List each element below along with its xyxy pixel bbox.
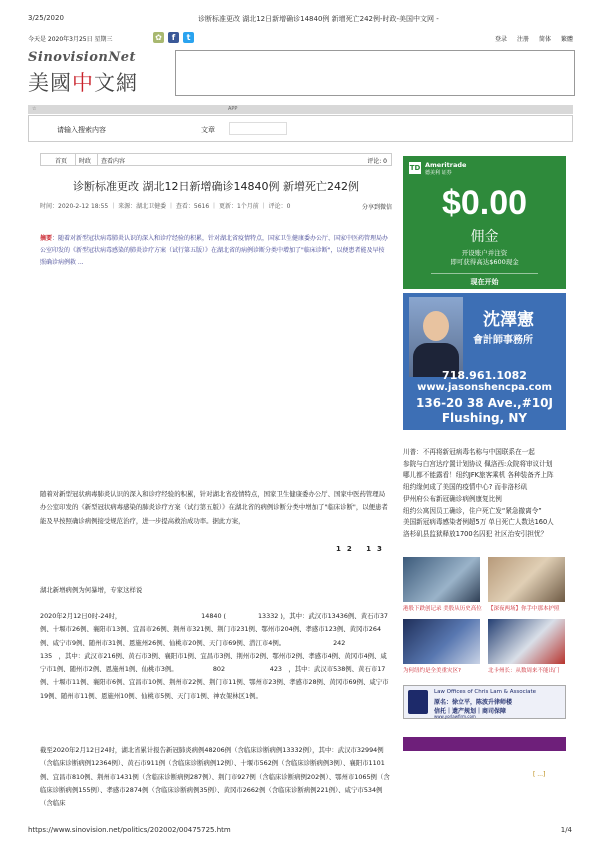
td-cta-button[interactable]: 现在开始 xyxy=(431,273,538,287)
cpa-address: 136-20 38 Ave.,#10J xyxy=(416,396,553,410)
nav-star[interactable]: ☆ xyxy=(32,106,37,112)
thumb-caption-4[interactable]: 北卡州长：从数周来不能出门 xyxy=(488,668,560,674)
today-date: 今天是 2020年3月25日 星期三 xyxy=(28,36,113,43)
breadcrumb-current: 查看内容 xyxy=(101,158,126,165)
wechat-icon[interactable]: ✿ xyxy=(153,32,164,43)
article-paragraph-2: 湖北新增病例为何暴增，专家这样说 xyxy=(40,586,143,594)
search-type-select[interactable] xyxy=(229,122,287,135)
abstract-label: 摘要 xyxy=(40,235,53,242)
purple-ad-bar[interactable] xyxy=(403,737,566,751)
cpa-firm: 會計師事務所 xyxy=(473,335,533,346)
list-item[interactable]: 纽约公寓因员工确诊，住户死亡发“紧急撤离令” xyxy=(403,506,542,515)
breadcrumb-home[interactable]: 首页 xyxy=(55,158,68,165)
footer-page-number: 1/4 xyxy=(560,826,572,834)
article-meta xyxy=(40,201,392,210)
article-paragraph-3: 2020年2月12日0时-24时， 14840 ( 13332 )，其中：武汉市13436例、黄石市37例、十堰市26例、襄阳市13例、宜昌市26例、荆州市321例、荆门市231例、鄂州市204例、孝感市123例、黄冈市264例、咸宁市9例、随州市31例、恩施州26例、仙桃市20例、天门市69例、潜江市4例。 242 135 ，其中：武汉市216例、黄石市3例、襄阳市1例、宜昌市3例、荆州市2例、鄂州市2例、孝感市4例、黄冈市4例、咸宁市1例、随州市2例、恩施州1例、仙桃市3例。 802 423 ，其中：武汉市538例、黄石市17例、十堰市11例、襄阳市6例、宜昌市10例、荆州市22例、荆门市11例、鄂州市23例、孝感市28例、黄冈市69例、咸宁市19例、随州市11例、恩施州10例、仙桃市5例、天门市1例、神农架林区1例。 xyxy=(40,612,397,700)
comment-count[interactable]: 评论: 0 xyxy=(367,158,387,165)
td-fee: 佣金 xyxy=(470,229,499,245)
article-paragraph-1: 随着对新型冠状病毒肺炎认识的深入和诊疗经验的积累，针对湖北省疫情特点，国家卫生健康委办公厅、国家中医药管理局办公室印发的《新型冠状病毒感染的肺炎诊疗方案（试行第五版）》在湖北省的病例诊断分类中增加了"临床诊断"，以便患者能及早按照确诊病例接受规范治疗，进一步提高救治成功率。据此方案， xyxy=(40,490,388,525)
article-paragraph-4: 截至2020年2月12日24时，湖北省累计报告新冠肺炎病例48206例（含临床诊断病例13332例），其中：武汉市32994例（含临床诊断病例12364例）、黄石市911例（含临床诊断病例12例）、十堰市562例（含临床诊断病例3例）、襄阳市1101例、宜昌市810例、荆州市1431例（含临床诊断病例287例）、荆门市927例（含临床诊断病例202例）、鄂州市1065例（含临床诊断病例155例）、孝感市2874例（含临床诊断病例35例）、黄冈市2662例（含临床诊断病例221例）、咸宁市534例（含临床 xyxy=(40,746,390,808)
social-icons xyxy=(153,32,194,43)
logo-english: SinovisionNet xyxy=(28,50,136,65)
account-links xyxy=(495,34,573,43)
more-link[interactable]: [ ...] xyxy=(533,771,546,778)
article-meta-text: 时间：2020-2-12 18:55 ｜ 来源：湖北卫健委 ｜ 查看：5616 ｜ 更新：1个月前 ｜ 评论：0 xyxy=(40,203,291,210)
logo-chinese: 美國中文網 xyxy=(28,71,138,95)
td-brand: Ameritrade xyxy=(425,161,467,169)
page-title: 诊断标准更改 湖北12日新增确诊14840例 新增死亡242例 xyxy=(73,180,359,193)
law-firm-ad[interactable] xyxy=(403,685,566,719)
breadcrumb xyxy=(40,153,392,166)
cpa-website: www.jasonshencpa.com xyxy=(417,382,552,393)
banner-ad[interactable] xyxy=(175,50,575,96)
footer-url: https://www.sinovision.net/politics/202002/00475725.htm xyxy=(28,826,231,834)
print-title: 诊断标准更改 湖北12日新增确诊14840例 新增死亡242例-时政-美国中文网 - xyxy=(198,15,439,23)
td-brand-cn: 德美利 证券 xyxy=(425,170,452,176)
law-firm-website: www.yorlawfirm.com xyxy=(434,714,476,719)
list-item[interactable]: 哪儿都不能露看！纽约JFK旅客乘机 各种装备齐上阵 xyxy=(403,471,554,480)
list-item[interactable]: 川普：不再将新冠病毒名称与中国联系在一起 xyxy=(403,448,535,456)
search-bar xyxy=(28,115,573,142)
thumb-image-3[interactable] xyxy=(403,619,480,664)
breadcrumb-politics[interactable]: 时政 xyxy=(79,158,92,165)
law-firm-services: 信托｜遗产规划｜商司保障 xyxy=(434,708,507,715)
list-item[interactable]: 美国新冠病毒感染者例超5万 单日死亡人数达160人 xyxy=(403,518,554,527)
nav-strip xyxy=(28,105,573,114)
list-item[interactable]: 伊州府公布新冠确诊病例康复比例 xyxy=(403,494,502,503)
list-item[interactable]: 参院与白宫达疗置计划协议 佩洛西:众院将审议计划 xyxy=(403,459,553,468)
law-firm-logo-icon xyxy=(408,690,428,714)
list-item[interactable]: 洛杉矶县监狱释放1700名囚犯 社区治安引担忧？ xyxy=(403,529,548,538)
sidebar-news-list xyxy=(403,447,566,541)
td-line2: 即可获得高达$600现金 xyxy=(450,258,519,266)
login-link[interactable]: 登录 xyxy=(494,36,507,43)
thumb-caption-1[interactable]: 港股下跌创记录 美股从历史高位 xyxy=(403,606,482,612)
td-line1: 开设账户并注资 xyxy=(461,249,508,257)
search-input[interactable]: 请输入搜索内容 xyxy=(57,126,106,134)
nav-app[interactable]: APP xyxy=(228,106,238,112)
cpa-phone: 718.961.1082 xyxy=(442,369,527,382)
print-date: 3/25/2020 xyxy=(28,14,64,22)
cpa-city: Flushing, NY xyxy=(441,411,528,425)
cpa-name: 沈澤憲 xyxy=(483,310,534,330)
twitter-icon[interactable]: t xyxy=(183,32,194,43)
thumb-caption-2[interactable]: 【深夜两场】你手中那本护照 xyxy=(488,606,560,612)
facebook-icon[interactable]: f xyxy=(168,32,179,43)
simplified-link[interactable]: 简体 xyxy=(538,36,551,43)
top-bar xyxy=(28,33,573,45)
cpa-ad[interactable] xyxy=(403,293,566,430)
law-firm-name-en: Law Offices of Chris Lam & Associate xyxy=(434,689,537,695)
td-logo-icon: TD xyxy=(409,164,421,172)
thumb-image-2[interactable] xyxy=(488,557,565,602)
share-wechat-button[interactable]: 分享到微信 xyxy=(361,204,392,211)
traditional-link[interactable]: 繁體 xyxy=(560,36,573,43)
highlight-date: 12 13 xyxy=(336,545,388,553)
thumb-caption-3[interactable]: 为何纽约是全美重灾区? xyxy=(403,668,461,674)
search-type-label[interactable]: 文章 xyxy=(201,126,215,134)
thumb-image-4[interactable] xyxy=(488,619,565,664)
abstract-text: ：随着对新型冠状病毒肺炎认识的深入和诊疗经验的积累，针对湖北省疫情特点，国家卫生健康委办公厅、国家中医药管理局办公室印发的《新型冠状病毒感染的肺炎诊疗方案（试行第五版）》在湖北省的病例诊断分类中增加了"临床诊断"，以便患者能及早按照确诊病例救 ... xyxy=(40,235,389,266)
law-firm-name-cn: 原名：徐立平，陈波升律师楼 xyxy=(434,699,513,706)
thumb-image-1[interactable] xyxy=(403,557,480,602)
list-item[interactable]: 纽约缘何成了美国的疫情中心? 而非洛杉矶 xyxy=(403,483,528,492)
cpa-portrait xyxy=(409,297,463,377)
td-ameritrade-ad[interactable] xyxy=(403,156,566,289)
article-abstract xyxy=(40,233,390,269)
register-link[interactable]: 注册 xyxy=(516,36,529,43)
td-price: $0.00 xyxy=(441,184,528,222)
site-logo[interactable] xyxy=(28,50,168,95)
